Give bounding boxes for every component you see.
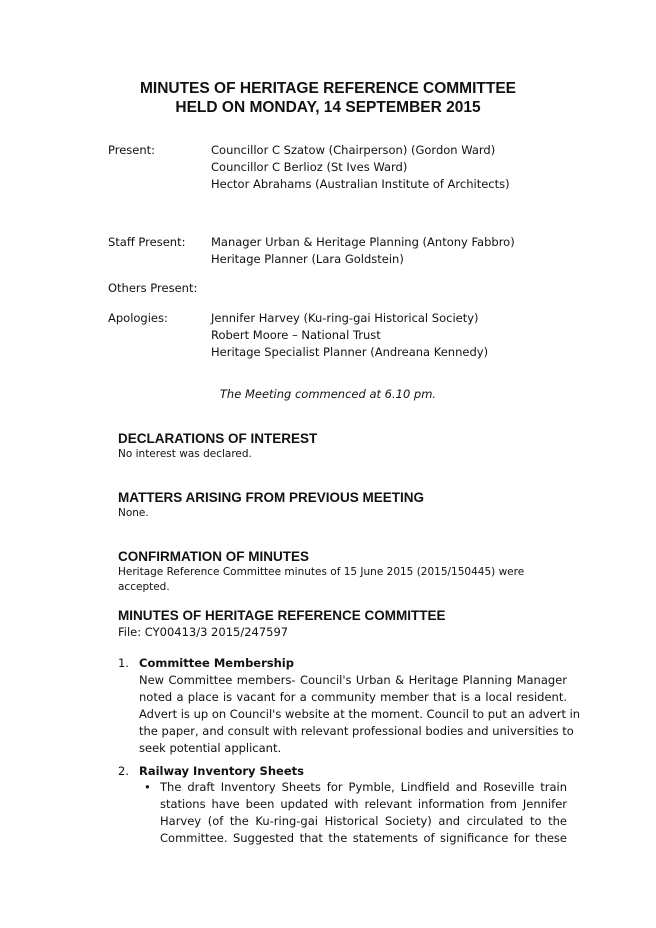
others-label: Others Present:: [108, 281, 198, 295]
bullet-icon: •: [144, 780, 151, 794]
matters-heading: MATTERS ARISING FROM PREVIOUS MEETING: [118, 490, 425, 505]
present-entry: Councillor C Berlioz (St Ives Ward): [211, 160, 408, 174]
minutes-heading: MINUTES OF HERITAGE REFERENCE COMMITTEE: [118, 608, 446, 623]
item-2-bullet-body: [160, 779, 567, 847]
declarations-heading: DECLARATIONS OF INTEREST: [118, 431, 318, 446]
apology-entry: Robert Moore – National Trust: [211, 328, 381, 342]
declarations-text: No interest was declared.: [118, 448, 252, 460]
item-1-line: noted a place is vacant for a community member that is a local resident.: [139, 690, 567, 704]
staff-list: [211, 234, 515, 268]
minutes-file-ref: File: CY00413/3 2015/247597: [118, 625, 289, 639]
confirmation-line: accepted.: [118, 581, 170, 593]
apologies-list: [211, 310, 488, 361]
apology-entry: Heritage Specialist Planner (Andreana Kennedy): [211, 345, 489, 359]
item-2-line: stations have been updated with relevant information from Jennifer: [160, 797, 567, 811]
staff-label: Staff Present:: [108, 235, 186, 249]
item-1-body: [139, 672, 581, 757]
present-list: [211, 142, 510, 193]
item-number: 2.: [118, 764, 129, 778]
title-line-2: HELD ON MONDAY, 14 SEPTEMBER 2015: [175, 99, 481, 116]
item-1-line: seek potential applicant.: [139, 741, 282, 755]
staff-entry: Heritage Planner (Lara Goldstein): [211, 252, 404, 266]
matters-text: None.: [118, 507, 149, 519]
title-line-1: MINUTES OF HERITAGE REFERENCE COMMITTEE: [139, 80, 517, 97]
item-1-line: the paper, and consult with relevant professional bodies and universities to: [139, 724, 574, 738]
item-title-railway-inventory-sheets: Railway Inventory Sheets: [139, 764, 304, 778]
staff-entry: Manager Urban & Heritage Planning (Antony Fabbro): [211, 235, 515, 249]
present-entry: Hector Abrahams (Australian Institute of Architects): [211, 177, 510, 191]
item-2-line: Committee. Suggested that the statements of significance for these: [160, 831, 567, 845]
item-2-line: Harvey (of the Ku-ring-gai Historical Society) and circulated to the: [160, 814, 567, 828]
present-entry: Councillor C Szatow (Chairperson) (Gordon Ward): [211, 143, 496, 157]
item-number: 1.: [118, 656, 129, 670]
document-title: [0, 79, 656, 117]
item-title-committee-membership: Committee Membership: [139, 656, 294, 670]
item-2-line: The draft Inventory Sheets for Pymble, Lindfield and Roseville train: [160, 780, 567, 794]
confirmation-heading: CONFIRMATION OF MINUTES: [118, 549, 309, 564]
present-label: Present:: [108, 143, 156, 157]
meeting-commenced: The Meeting commenced at 6.10 pm.: [219, 387, 437, 401]
confirmation-line: Heritage Reference Committee minutes of 15 June 2015 (2015/150445) were: [118, 566, 525, 578]
item-1-line: New Committee members- Council's Urban & Heritage Planning Manager: [139, 673, 567, 687]
confirmation-text: [118, 565, 538, 595]
apologies-label: Apologies:: [108, 311, 168, 325]
apology-entry: Jennifer Harvey (Ku-ring-gai Historical Society): [211, 311, 479, 325]
item-1-line: Advert is up on Council's website at the moment. Council to put an advert in: [139, 707, 581, 721]
